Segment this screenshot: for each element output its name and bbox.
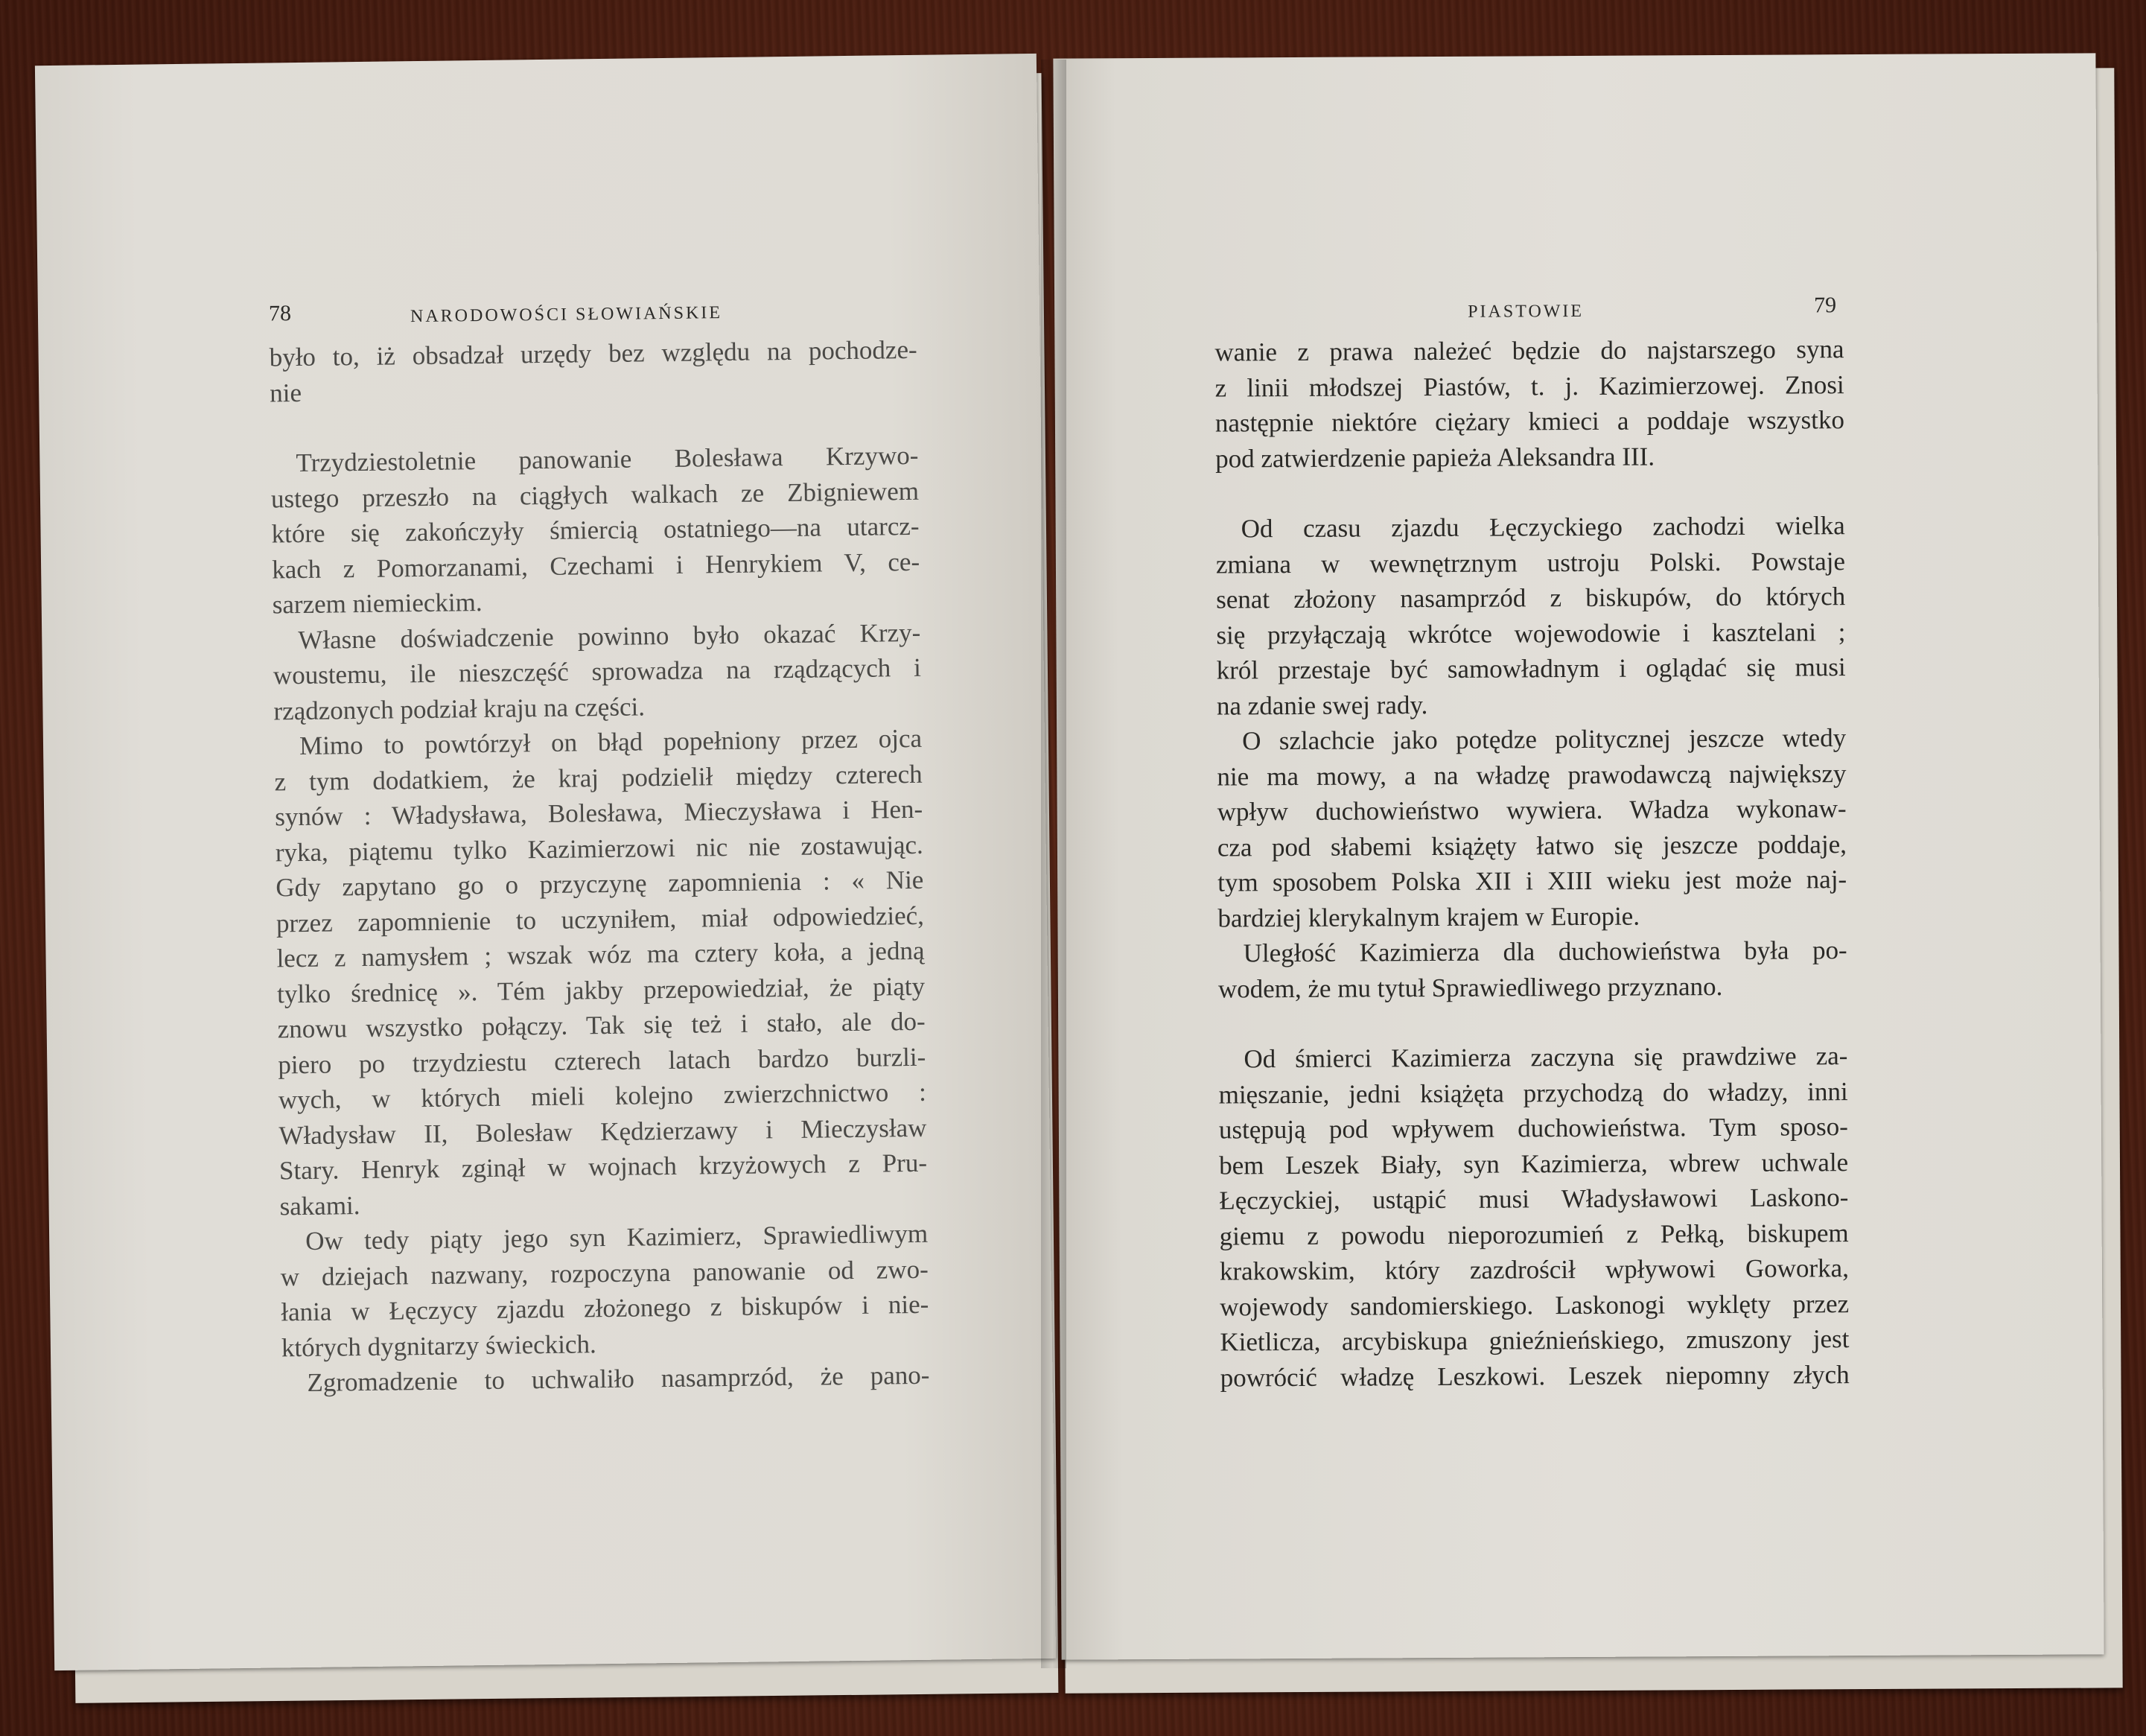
text-line: z linii młodszej Piastów, t. j. Kazimierzowej. Znosi <box>1214 369 1844 403</box>
text-line: było to, iż obsadzał urzędy bez względu na pochodze- <box>269 334 917 372</box>
text-line: kach z Pomorzanami, Czechami i Henrykiem V, ce- <box>271 547 920 584</box>
text-line: które się zakończyły śmiercią ostatniego—na utarcz- <box>271 511 920 549</box>
text-line: ustępują pod wpływem duchowieństwa. Tym sposo- <box>1218 1112 1849 1145</box>
text-line: król przestaje być samowładnym i oglądać się musi <box>1216 652 1846 685</box>
text-line: rządzonych podział kraju na części. <box>273 691 646 725</box>
book-gutter <box>1041 60 1066 1668</box>
text-line: giemu z powodu nieporozumień z Pełką, biskupem <box>1219 1218 1849 1251</box>
text-line: których dygnitarzy świeckich. <box>281 1329 596 1362</box>
text-line: pod zatwierdzenie papieża Aleksandra III. <box>1215 441 1655 474</box>
text-line: ustego przeszło na ciągłych walkach ze Zbigniewem <box>270 476 920 513</box>
text-line: na zdanie swej rady. <box>1216 690 1428 721</box>
text-line: wojewody sandomierskiego. Laskonogi wyklęty przez <box>1220 1288 1850 1322</box>
text-line: mięszanie, jedni książęta przychodzą do władzy, inni <box>1218 1076 1848 1110</box>
text-line: nie <box>270 378 302 407</box>
text-line: cza pod słabemi książęty łatwo się jeszcze poddaje, <box>1217 829 1847 862</box>
text-line: sarzem niemieckim. <box>272 588 483 620</box>
text-line: Mimo to powtórzył on błąd popełniony przez ojca <box>299 723 923 761</box>
text-line: wanie z prawa należeć będzie do najstarszego syna <box>1214 334 1844 367</box>
text-line: się przyłączają wkrótce wojewodowie i kasztelani ; <box>1216 617 1846 650</box>
text-line: bardziej klerykalnym krajem w Europie. <box>1217 901 1640 933</box>
text-line: Od śmierci Kazimierza zaczyna się prawdziwe za- <box>1244 1041 1848 1074</box>
text-line: Gdy zapytano go o przyczynę zapomnienia : « Nie <box>276 865 924 903</box>
text-line: senat złożony nasamprzód z biskupów, do których <box>1216 582 1846 614</box>
text-line: krakowskim, który zazdrościł wpływowi Goworka, <box>1219 1253 1850 1286</box>
text-line: powrócić władzę Leszkowi. Leszek niepomny złych <box>1220 1359 1850 1393</box>
left-page-text <box>269 332 929 1401</box>
text-line: z tym dodatkiem, że kraj podzielił między czterech <box>274 759 923 796</box>
left-running-head: NARODOWOŚCI SŁOWIAŃSKIE <box>410 303 723 327</box>
right-page-number: 79 <box>1814 293 1837 318</box>
text-line: Łęczyckiej, ustąpić musi Władysławowi Laskono- <box>1219 1183 1849 1215</box>
text-line: zmiana w wewnętrznym ustroju Polski. Powstaje <box>1215 546 1846 579</box>
text-line: woustemu, ile nieszczęść sprowadza na rządzących i <box>273 652 922 690</box>
text-line: Stary. Henryk zginął w wojnach krzyżowych z Pru- <box>278 1148 928 1186</box>
text-line: wpływ duchowieństwo wywiera. Władza wykonaw- <box>1217 794 1847 827</box>
left-page <box>35 54 1056 1670</box>
text-line: Własne doświadczenie powinno było okazać Krzy- <box>298 617 921 655</box>
text-line: Ow tedy piąty jego syn Kazimierz, Sprawiedliwym <box>305 1218 929 1256</box>
text-line: tylko średnicę ». Tém jakby przepowiedział, że piąty <box>276 971 926 1008</box>
text-line: przez zapomnienie to uczyniłem, miał odpowiedzieć, <box>276 900 925 938</box>
text-line: Trzydziestoletnie panowanie Bolesława Krzywo- <box>296 440 919 478</box>
text-line: sakami. <box>279 1190 360 1221</box>
text-line: znowu wszystko połączy. Tak się też i stało, ale do- <box>277 1006 926 1044</box>
text-line: Od czasu zjazdu Łęczyckiego zachodzi wielka <box>1241 511 1845 544</box>
text-line: wych, w których mieli kolejno zwierzchnictwo : <box>278 1077 927 1115</box>
text-line: O szlachcie jako potędze politycznej jeszcze wtedy <box>1242 723 1847 756</box>
text-line: ryka, piątemu tylko Kazimierzowi nic nie zostawując. <box>275 830 923 867</box>
text-line: Władysław II, Bolesław Kędzierzawy i Mieczysław <box>278 1113 927 1150</box>
text-line: tym sposobem Polska XII i XIII wieku jest może naj- <box>1217 865 1847 897</box>
text-line: łania w Łęczycy zjazdu złożonego z biskupów i nie- <box>281 1289 929 1327</box>
text-line: nie ma mowy, a na władzę prawodawczą największy <box>1217 758 1847 792</box>
right-page-text <box>1214 331 1849 1395</box>
text-line: w dziejach nazwany, rozpoczyna panowanie od zwo- <box>280 1254 929 1291</box>
text-line: Zgromadzenie to uchwaliło nasamprzód, że pano- <box>307 1360 930 1397</box>
text-line: Uległość Kazimierza dla duchowieństwa była po- <box>1243 935 1847 968</box>
text-line: bem Leszek Biały, syn Kazimierza, wbrew uchwale <box>1219 1147 1849 1180</box>
text-line: następnie niektóre ciężary kmieci a poddaje wszystko <box>1214 405 1845 438</box>
right-page <box>1053 53 2104 1659</box>
text-line: lecz z namysłem ; wszak wóz ma cztery koła, a jedną <box>276 935 925 973</box>
left-page-number: 78 <box>268 301 292 326</box>
text-line: synów : Władysława, Bolesława, Mieczysława i Hen- <box>274 794 923 832</box>
text-line: Kietlicza, arcybiskupa gnieźnieńskiego, zmuszony jest <box>1220 1324 1850 1357</box>
right-running-head: PIASTOWIE <box>1468 301 1585 322</box>
text-line: piero po trzydziestu czterech latach bardzo burzli- <box>278 1042 926 1079</box>
text-line: wodem, że mu tytuł Sprawiedliwego przyznano. <box>1217 971 1723 1004</box>
